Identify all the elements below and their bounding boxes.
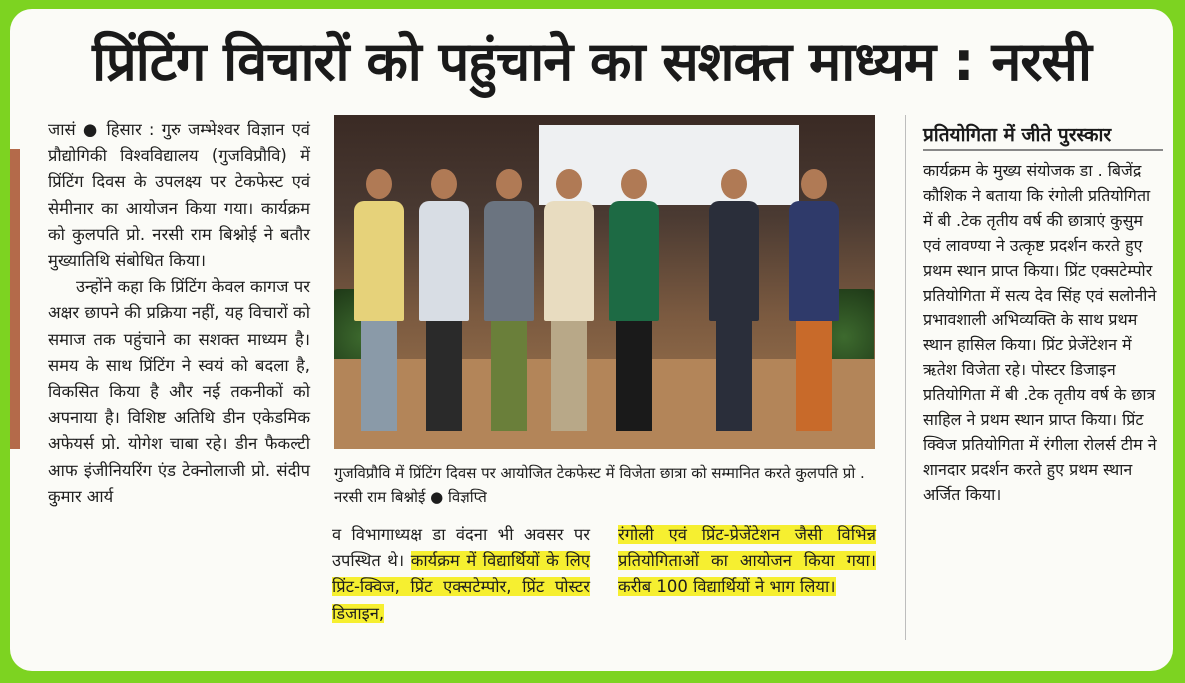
person-1: [354, 169, 404, 431]
article-column-1: [48, 117, 310, 510]
article-column-3: [618, 522, 876, 601]
sidebar-body: कार्यक्रम के मुख्य संयोजक डा . बिजेंद्र कौशिक ने बताया कि रंगोली प्रतियोगिता में बी .टेक तृतीय वर्ष की छात्राएं कुसुम एवं लावण्या ने उत्कृष्ट प्रदर्शन करते हुए प्रथम स्थान प्राप्त किया। प्रिंट एक्सटेम्पोर प्रतियोगिता में सत्य देव सिंह एवं सलोनीने प्रभावशाली अभिव्यक्ति के साथ प्रथम स्थान हासिल किया। प्रिंट प्रेजेंटेशन में ऋतेश विजेता रहे। पोस्टर डिजाइन प्रतियोगिता में बी .टेक तृतीय वर्ष के छात्र साहिल ने प्रथम स्थान प्राप्त किया। प्रिंट क्विज प्रतियोगिता में रंगीला रोलर्स टीम ने शानदार प्रदर्शन करते हुए प्रथम स्थान अर्जित किया।: [923, 161, 1157, 504]
adjacent-article-edge: [10, 149, 20, 449]
headline: प्रिंटिंग विचारों को पहुंचाने का सशक्त माध्यम : नरसी: [92, 30, 1091, 93]
sidebar-title: प्रतियोगिता में जीते पुरस्कार: [923, 121, 1163, 151]
newspaper-clipping: [10, 9, 1173, 671]
news-photo: [334, 115, 875, 449]
person-7: [789, 169, 839, 431]
highlighted-text: रंगोली एवं प्रिंट-प्रेजेंटेशन जैसी विभिन्न प्रतियोगिताओं का आयोजन किया गया। करीब 100 विद्यार्थियों ने भाग लिया।: [618, 525, 876, 597]
person-6-vice-chancellor: [709, 169, 759, 431]
article-paragraph-2: उन्होंने कहा कि प्रिंटिंग केवल कागज पर अक्षर छापने की प्रक्रिया नहीं, यह विचारों को समाज तक पहुंचाने का सशक्त माध्यम है। समय के साथ प्रिंटिंग ने स्वयं को बदला है, विकसित किया है और नई तकनीकों को अपनाया है। विशिष्ट अतिथि डीन एकेडमिक अफेयर्स प्रो. योगेश चाबा रहे। डीन फैकल्टी आफ इंजीनियरिंग एंड टेक्नोलाजी प्रो. संदीप कुमार आर्य: [48, 277, 310, 506]
article-column-2: [332, 522, 590, 627]
highlighted-text: कार्यक्रम में विद्यार्थियों के लिए प्रिंट-क्विज, प्रिंट एक्सटेम्पोर, प्रिंट पोस्टर डिजाइन,: [332, 551, 590, 623]
article-text-plain: व विभागाध्यक्ष डा वंदना भी अवसर पर उपस्थित थे।: [332, 525, 590, 571]
column-divider: [905, 115, 906, 640]
person-2: [419, 169, 469, 431]
person-4: [544, 169, 594, 431]
person-5-student: [609, 169, 659, 431]
article-dateline-paragraph: जासं ● हिसार : गुरु जम्भेश्वर विज्ञान एवं प्रौद्योगिकी विश्वविद्यालय (गुजविप्रौवि) में प्रिंटिंग दिवस के उपलक्ष्य पर टेकफेस्ट एवं सेमीनार का आयोजन किया गया। कार्यक्रम को कुलपति प्रो. नरसी राम बिश्नोई ने बतौर मुख्यातिथि संबोधित किया।: [48, 120, 310, 271]
person-3: [484, 169, 534, 431]
photo-caption: गुजविप्रौवि में प्रिंटिंग दिवस पर आयोजित टेकफेस्ट में विजेता छात्रा को सम्मानित करते कुलपति प्रो . नरसी राम बिश्नोई ● विज्ञप्ति: [334, 464, 865, 506]
